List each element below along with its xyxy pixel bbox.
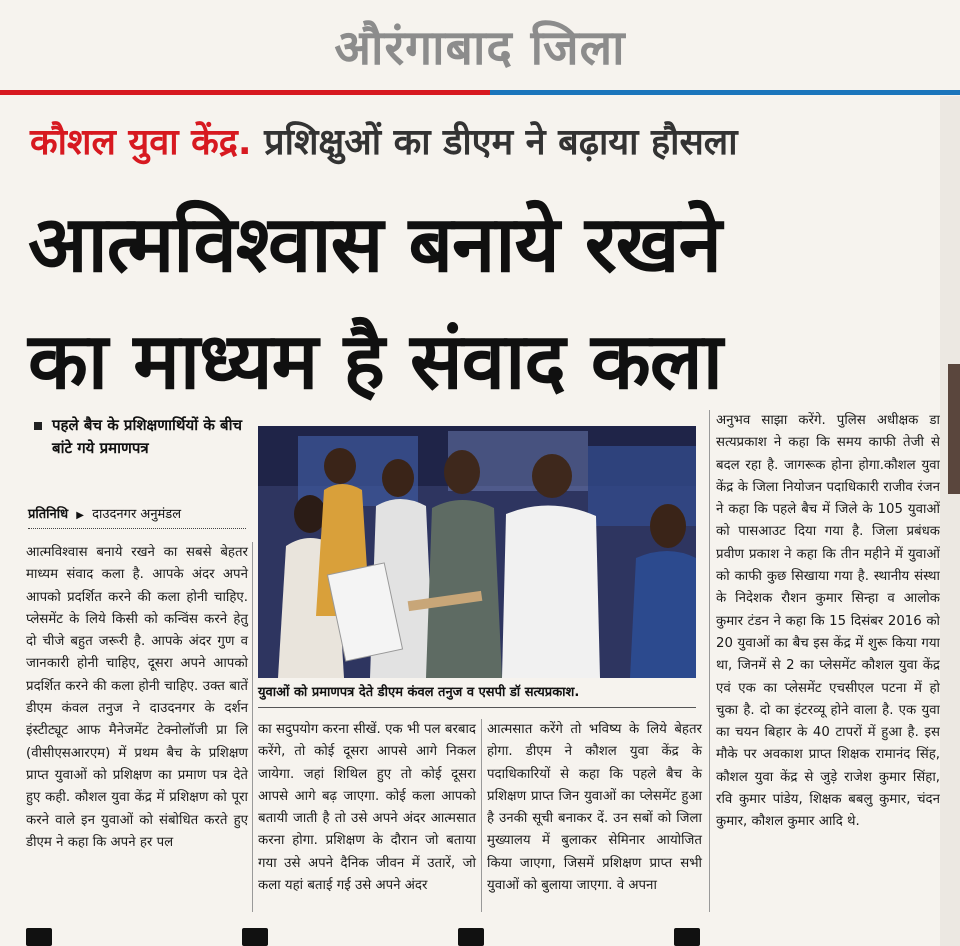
highlight-bullet [34, 414, 246, 460]
bullet-line-2: बांटे गये प्रमाणपत्र [52, 439, 149, 457]
bullet-line-1: पहले बैच के प्रशिक्षणार्थियों के बीच [52, 416, 243, 434]
byline-arrow-icon: ▶ [76, 510, 84, 521]
byline-place: दाउदनगर अनुमंडल [92, 507, 182, 522]
headline-line-2: का माध्यम है संवाद कला [28, 317, 722, 407]
photo-caption: युवाओं को प्रमाणपत्र देते डीएम कंवल तनुज व एसपी डॉ सत्यप्रकाश. [258, 685, 580, 700]
headline-line-1: आत्मविश्वास बनाये रखने [28, 200, 721, 290]
photo-illustration [258, 426, 696, 678]
section-divider-red [0, 90, 490, 95]
section-header [0, 0, 960, 92]
section-divider-blue [490, 90, 960, 95]
column-rule-3 [709, 410, 710, 912]
kicker-topic: कौशल युवा केंद्र. [30, 122, 252, 163]
caption-divider [258, 707, 696, 708]
article-column-1: आत्मविश्वास बनाये रखने का सबसे बेहतर माध्यम संवाद कला है. आपके अंदर अपने आपको प्रदर्शित करने की कला होनी चाहिए. प्लेसमेंट के लिये किसी को कन्विंस करने हेतु दो चीजे बहुत जरूरी है. आपके अंदर गुण व जानकारी होनी चाहिए, दूसरा अपने आपको प्रदर्शित करने की कला होनी चाहिए. उक्त बातें डीएम कंवल तनुज ने दाउदनगर के दर्शन इंस्टीट्यूट आफ मैनेजमेंट टेक्नोलॉजी प्रा लि (वीसीएसआरएम) में प्रथम बैच के प्रशिक्षण प्राप्त युवाओं को प्रशिक्षण का प्रमाण पत्र देते हुए कही. कौशल युवा केंद्र में प्रशिक्षण को पूरा करने वाले इन युवाओं को संबोधित करते हुए डीएम ने कहा कि अपने हर पल [26, 545, 248, 850]
adjacent-photo [948, 364, 960, 494]
kicker [30, 116, 738, 165]
byline [28, 504, 181, 522]
news-photo [258, 426, 696, 678]
section-title: औरंगाबाद जिला [334, 20, 626, 76]
byline-label: प्रतिनिधि [28, 507, 69, 522]
section-divider [0, 90, 960, 95]
next-headline-fragment [26, 928, 906, 946]
kicker-subhead: प्रशिक्षुओं का डीएम ने बढ़ाया हौसला [264, 122, 738, 163]
article-column-4: अनुभव साझा करेंगे. पुलिस अधीक्षक डा सत्यप्रकाश ने कहा कि समय काफी तेजी से बदल रहा है. जागरूक होना होगा.कौशल युवा केंद्र के जिला नियोजन पदाधिकारी राजीव रंजन ने कहा कि पहले बैच में जिले के 105 युवाओं को पासआउट दिया गया है. जिला प्रबंधक प्रवीण प्रकाश ने कहा कि तीन महीने में युवाओं को काफी कुछ सिखाया गया है. स्थानीय संस्था के निदेशक रौशन कुमार सिन्हा व आलोक कुमार टंडन ने कहा कि 15 दिसंबर 2016 को 20 युवाओं का बैच इस केंद्र में शुरू किया गया था, जिनमें से 2 का प्लेसमेंट कौशल युवा केंद्र एवं एक का प्लेसमेंट एचसीएल पटना में हो चुका है. दो का इंटरव्यू होने वाला है. एक युवा का चयन बिहार के 40 टापरों में हुआ है. इस मौके पर अवकाश प्राप्त शिक्षक रामानंद सिंह, कौशल युवा केंद्र से जुड़े राजेश कुमार सिंहा, रवि कुमार पांडेय, शिक्षक बबलु कुमार, चंदन कुमार, कौशल कुमार आदि थे. [716, 413, 940, 830]
article-column-2: का सदुपयोग करना सीखें. एक भी पल बरबाद करेंगे, तो कोई दूसरा आपसे आगे निकल जायेगा. जहां शिथिल हुए तो कोई दूसरा आपसे आगे बढ़ जाएगा. कोई कला आपको बतायी जाती है तो उसे अपने अंदर आत्मसात करना होगा. प्रशिक्षण के दौरान जो बताया गया उसे अपने दैनिक जीवन में उतारें, जो कला यहां बताई गई उसे अपने अंदर [258, 722, 476, 894]
column-rule-1 [252, 542, 253, 912]
bullet-square-icon [34, 422, 42, 430]
column-rule-2 [481, 719, 482, 912]
article-column-3: आत्मसात करेंगे तो भविष्य के लिये बेहतर होगा. डीएम ने कौशल युवा केंद्र के पदाधिकारियों से कहा कि पहले बैच के प्रशिक्षण प्राप्त जिन युवाओं का प्लेसमेंट हुआ है उनकी सूची बनाकर दें. उन सबों को जिला मुख्यालय में बुलाकर सेमिनार आयोजित किया जाएगा, जिसमें प्रशिक्षण प्राप्त सभी युवाओं को बुलाया जाएगा. वे अपना [487, 722, 702, 894]
byline-divider [28, 528, 246, 529]
adjacent-article-strip [940, 96, 960, 946]
